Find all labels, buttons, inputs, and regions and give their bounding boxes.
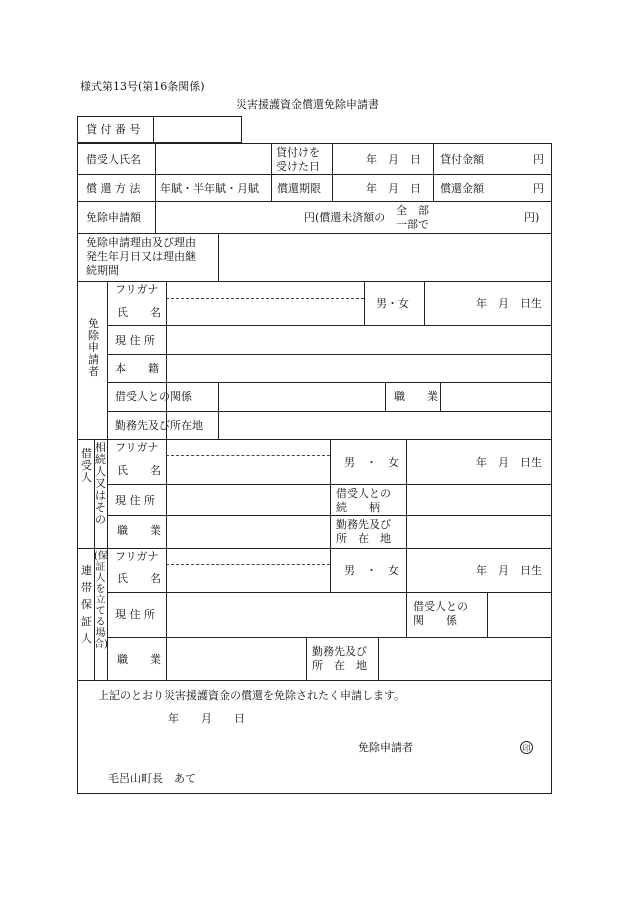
heir-section-label-2: 借受人: [81, 447, 92, 484]
form-title: 災害援護資金償還免除申請書: [236, 98, 379, 111]
borrower-name-field[interactable]: [157, 145, 269, 173]
applicant-birth: 年 月 日生: [476, 297, 542, 310]
repay-amount-label: 償還金額: [440, 182, 484, 195]
guarantor-gender[interactable]: 男 ・ 女: [344, 564, 399, 577]
heir-furigana-label: フリガナ: [115, 441, 159, 454]
guarantor-furigana-label: フリガナ: [115, 550, 159, 563]
declaration-applicant-label: 免除申請者: [358, 741, 413, 754]
applicant-name-label: 氏 名: [117, 306, 161, 319]
applicant-occupation-label: 職 業: [394, 390, 438, 403]
seal-mark: 印: [520, 741, 533, 754]
loan-amount-label: 貸付金額: [440, 153, 484, 166]
exempt-all: 全 部: [396, 204, 429, 217]
applicant-workplace-field[interactable]: [220, 413, 550, 437]
exempt-part: 一部で: [396, 218, 429, 231]
guarantor-workplace-label-1: 勤務先及び: [312, 645, 367, 658]
reason-field[interactable]: [220, 235, 550, 279]
exempt-amount-label: 免除申請額: [86, 211, 141, 224]
applicant-workplace-label: 勤務先及び所在地: [115, 419, 203, 432]
heir-workplace-label-1: 勤務先及び: [336, 518, 391, 531]
heir-relation-label-2: 続 柄: [336, 501, 380, 514]
repay-amount-unit: 円: [533, 182, 544, 195]
heir-name-label: 氏 名: [117, 464, 161, 477]
loan-date-value: 年 月 日: [366, 153, 421, 166]
loan-amount-unit: 円: [533, 153, 544, 166]
repay-method-value: 年賦・半年賦・月賦: [160, 182, 259, 195]
guarantor-name-label: 氏 名: [117, 572, 161, 585]
guarantor-section-sub: (保証人を立てる場合): [94, 551, 108, 650]
declaration-text: 上記のとおり災害援護資金の償還を免除されたく申請します。: [98, 689, 406, 702]
heir-gender[interactable]: 男 ・ 女: [344, 456, 399, 469]
heir-workplace-label-2: 所 在 地: [336, 532, 391, 545]
loan-number-label: 貸 付 番 号: [86, 123, 141, 136]
applicant-relation-label: 借受人との関係: [115, 390, 192, 403]
applicant-section-label: 免除申請者: [88, 317, 99, 378]
applicant-domicile-field[interactable]: [168, 356, 550, 380]
guarantor-occupation-label: 職 業: [117, 653, 161, 666]
declaration-addressee: 毛呂山町長 あて: [108, 772, 196, 785]
repay-method-label: 償 還 方 法: [86, 182, 141, 195]
exempt-amount-text: 円(償還未済額の: [304, 211, 386, 224]
applicant-address-label: 現 住 所: [115, 334, 155, 347]
exempt-amount-close: 円): [524, 211, 540, 224]
repay-deadline-value: 年 月 日: [366, 182, 421, 195]
reason-label-3: 続期間: [86, 264, 119, 277]
heir-birth: 年 月 日生: [476, 456, 542, 469]
guarantor-section-label: 連帯保証人: [81, 564, 92, 645]
reason-label-2: 発生年月日又は理由継: [86, 250, 196, 263]
reason-label-1: 免除申請理由及び理由: [86, 236, 196, 249]
form-number: 様式第13号(第16条関係): [80, 80, 205, 93]
applicant-domicile-label: 本 籍: [115, 362, 159, 375]
heir-section-label: 相続人又はその: [95, 441, 106, 526]
heir-occupation-label: 職 業: [117, 524, 161, 537]
heir-relation-label-1: 借受人との: [336, 487, 391, 500]
guarantor-relation-label-2: 関 係: [413, 614, 457, 627]
guarantor-address-label: 現 住 所: [115, 608, 155, 621]
borrower-name-label: 借受人氏名: [86, 153, 141, 166]
heir-address-label: 現 住 所: [115, 494, 155, 507]
loan-number-field[interactable]: [155, 118, 240, 141]
loan-date-label-2: 受けた日: [276, 160, 320, 173]
guarantor-birth: 年 月 日生: [476, 564, 542, 577]
declaration-date: 年 月 日: [168, 712, 245, 725]
guarantor-workplace-label-2: 所 在 地: [312, 659, 367, 672]
applicant-gender[interactable]: 男・女: [376, 297, 409, 310]
applicant-address-field[interactable]: [168, 327, 550, 352]
loan-date-label-1: 貸付けを: [276, 146, 320, 159]
applicant-name-field[interactable]: [168, 300, 362, 323]
applicant-furigana-label: フリガナ: [115, 283, 159, 296]
guarantor-relation-label-1: 借受人との: [413, 600, 468, 613]
repay-deadline-label: 償還期限: [277, 182, 321, 195]
